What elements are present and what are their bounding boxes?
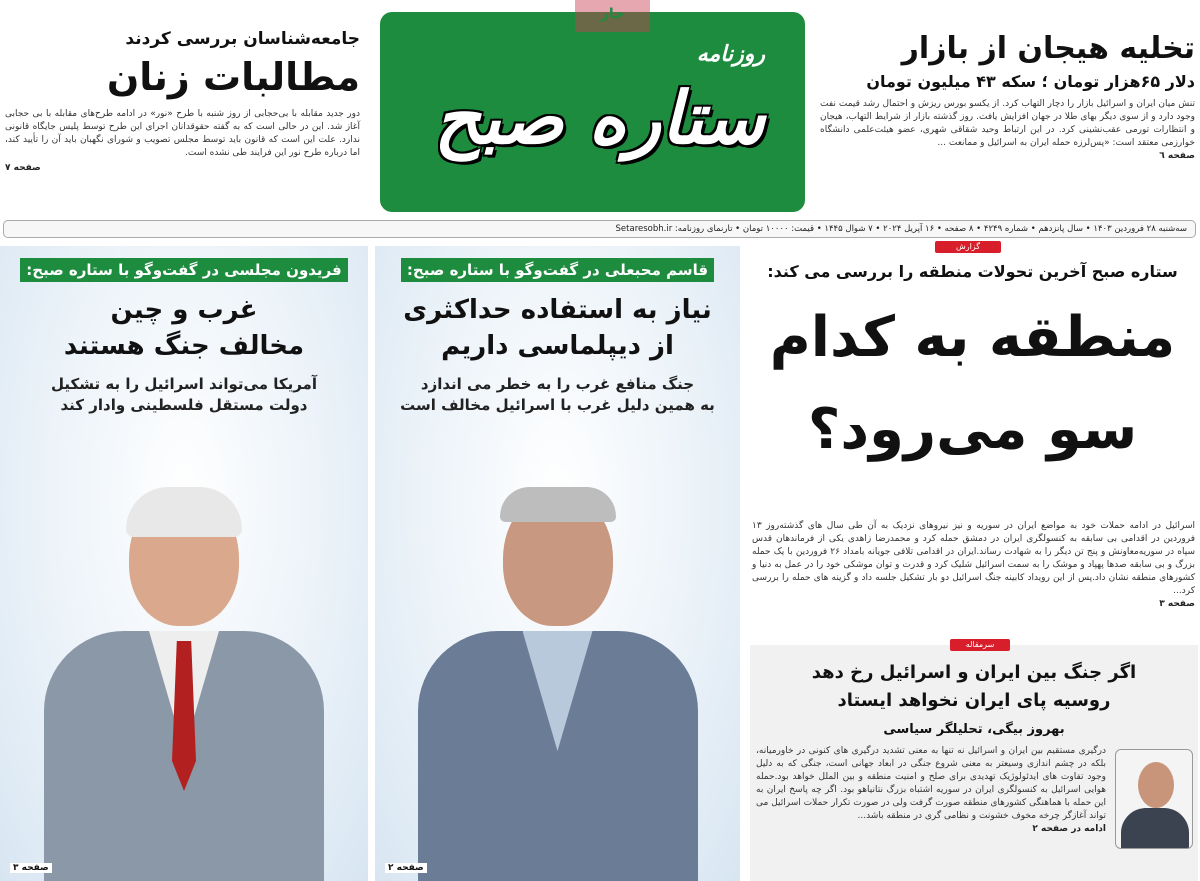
report-kicker: ستاره صبح آخرین تحولات منطقه را بررسی می کند:	[767, 262, 1178, 281]
editorial	[750, 645, 1198, 881]
title-line: مخالف جنگ هستند	[63, 331, 305, 361]
logo-text: ستاره صبح	[434, 75, 765, 160]
portrait-photo	[408, 491, 708, 881]
title-line: سو می‌رود؟	[807, 397, 1138, 462]
title-line: اگر جنگ بین ایران و اسرائیل رخ دهد	[811, 662, 1137, 683]
story-body: تنش میان ایران و اسرائیل بازار را دچار التهاب کرد. از یکسو بورس ریزش و احتمال رشد قیمت نفت وجود دارد و از سوی دیگر بهای طلا در جهان افزایش یافت. روز گذشته بازار از شرایط التهاب، هیجان و انتظارات تورمی عقب‌نشینی کرد. در این ارتباط وحید شقاقی شهری، عضو هیئت‌علمی دانشگاه خوارزمی معتقد است: «پس‌لرزه حمله ایران به اسرائیل و ممانعت ...	[820, 99, 1195, 148]
interview-mid	[375, 246, 740, 881]
page-ref[interactable]: صفحه ۲	[385, 863, 427, 873]
story-title: تخلیه هیجان از بازار	[901, 31, 1195, 66]
interview-left	[0, 246, 368, 881]
title-line: منطقه به کدام	[769, 305, 1176, 370]
sub-line: جنگ منافع غرب را به خطر می اندازد	[420, 375, 695, 393]
sub-line: آمریکا می‌تواند اسرائیل را به تشکیل	[51, 375, 317, 393]
story-body: دور جدید مقابله با بی‌حجابی از روز شنبه با طرح «نور» در ادامه طرح‌های مقابله با بی حجابی آغاز شد. این در حالی است که به گفته حقوقدانان اجرای این طرح توسط پلیس جایگاه قانونی ندارد. علت این است که قانون باید توسط مجلس تصویب و شورای نگهبان باید آن را تأیید کند، اما درباره طرح نور این فرایند طی نشده است.	[5, 109, 360, 158]
story-subtitle: دلار ۶۵هزار تومان ؛ سکه ۴۳ میلیون تومان	[866, 72, 1195, 91]
page-ref[interactable]: صفحه ۷	[5, 163, 41, 173]
page-ref[interactable]: ادامه در صفحه ۲	[1032, 824, 1106, 834]
title-line: غرب و چین	[110, 295, 258, 325]
sub-line: دولت مستقل فلسطینی وادار کند	[60, 396, 308, 414]
portrait-photo	[34, 491, 334, 881]
report-body-block	[752, 520, 1195, 611]
interview-kicker: قاسم محبعلی در گفت‌وگو با ستاره صبح:	[401, 258, 714, 282]
issue-info-bar: سه‌شنبه ۲۸ فروردین ۱۴۰۳ • سال پانزدهم • شماره ۴۲۴۹ • ۸ صفحه • ۱۶ آپریل ۲۰۲۴ • ۷ شوال ۱۴۴۵ • قیمت: ۱۰۰۰۰ تومان • تارنمای روزنامه: Setaresobh.ir	[3, 220, 1196, 238]
story-market	[820, 28, 1195, 163]
title-line: نیاز به استفاده حداکثری	[403, 295, 712, 325]
editorial-body: درگیری مستقیم بین ایران و اسرائیل نه تنها به معنی تشدید درگیری های کنونی در خاورمیانه، بلکه در چشم اندازی وسیعتر به معنی شروع جنگی در ابعاد جهانی است، جنگی که به دلیل وجود تفاوت های ایدئولوژیک تهدیدی برای صلح و امنیت منطقه و بین الملل خواهد بود.حمله هوایی اسرائیل به کنسولگری ایران در سوریه اشتباه بزرگ نتانیاهو بود. اگر چه پاسخ ایران به این حمله با هماهنگی کشورهای منطقه صورت گرفت ولی در صورت تکرار حملات اسرائیل می تواند آغازگر چرخه مخوف خشونت و نظامی گری در منطقه باشد...	[756, 746, 1106, 821]
story-womens-demands	[5, 28, 360, 175]
title-line: از دیپلماسی داریم	[441, 331, 674, 361]
page-ref[interactable]: صفحه ٦	[1159, 151, 1195, 161]
report-tag: گزارش	[935, 241, 1001, 253]
page-ref[interactable]: صفحه ۳	[10, 863, 52, 873]
newspaper-logo	[380, 12, 805, 212]
interview-kicker: فریدون مجلسی در گفت‌وگو با ستاره صبح:	[20, 258, 347, 282]
story-title: مطالبات زنان	[106, 55, 360, 99]
logo-prefix: روزنامه	[696, 42, 765, 67]
report-title	[750, 292, 1195, 476]
report-body: اسرائیل در ادامه حملات خود به مواضع ایران در سوریه و نیز نیروهای نزدیک به آن طی سال های گذشته‌روز ۱۳ فروردین در اقدامی بی سابقه به کنسولگری ایران در دمشق حمله کرد و محمدرضا زاهدی یکی از فرماندهان قدس سپاه در سوریه‌معاونش و پنج تن دیگر را به شهادت رساند.ایران در اقدامی تلافی جویانه بامداد ۲۶ فروردین با یک حمله بزرگ و بی سابقه صدها پهپاد و موشک را به سمت اسرائیل شلیک کرد و قدرت و توان موشکی خود را در عمل به دنیا و کشورهای منطقه نشان داد.پس از این رویداد کابینه جنگ اسرائیل دو بار تشکیل جلسه داد و گزینه های حمله را بررسی کرد...	[752, 521, 1195, 596]
watermark: جار	[575, 0, 650, 32]
sub-line: به همین دلیل غرب با اسرائیل مخالف است	[400, 396, 715, 414]
story-kicker: جامعه‌شناسان بررسی کردند	[125, 29, 360, 49]
title-line: روسیه پای ایران نخواهد ایستاد	[837, 690, 1111, 711]
author-photo	[1115, 749, 1193, 849]
editorial-tag: سرمقاله	[950, 639, 1010, 651]
page-ref[interactable]: صفحه ۳	[1159, 599, 1195, 609]
editorial-author: بهروز بیگی، تحلیلگر سیاسی	[883, 722, 1065, 737]
